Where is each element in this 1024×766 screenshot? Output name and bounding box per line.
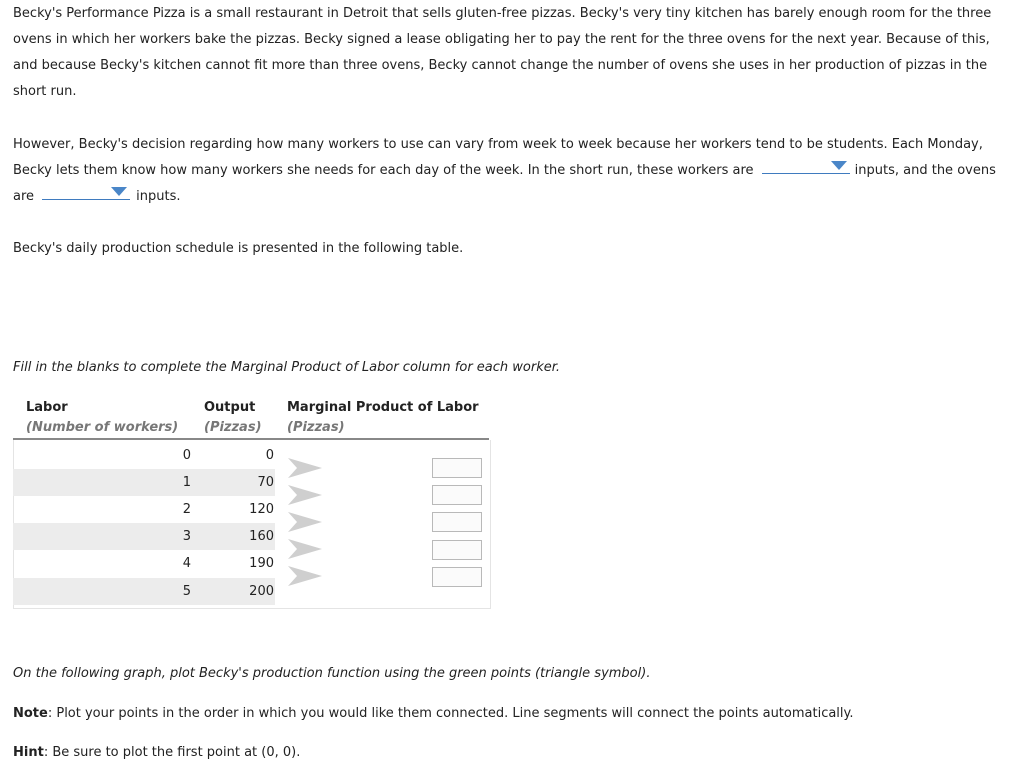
output-cell: 160: [249, 529, 274, 544]
schedule-intro: Becky's daily production schedule is presented in the following table.: [13, 241, 464, 256]
intro-paragraph: Becky's Performance Pizza is a small restaurant in Detroit that sells gluten-free pizzas. Becky's very tiny kitchen has barely enough room for the three ovens in which her workers bake the pizzas. Becky signed a lease obligating her to pay the rent for the three ovens for the next year. Because of this, and because Becky's kitchen cannot fit more than three ovens, Becky cannot change the number of ovens she uses in her production of pizzas in the short run.: [13, 6, 992, 99]
table-row: [13, 578, 275, 605]
marginal-product-input-3[interactable]: [432, 512, 482, 532]
output-cell: 190: [249, 556, 274, 571]
table-row: [13, 550, 275, 577]
marginal-product-input-1[interactable]: [432, 458, 482, 478]
marginal-product-input-2[interactable]: [432, 485, 482, 505]
input-type-dropdown-workers[interactable]: [762, 159, 850, 174]
hint-text: : Be sure to plot the first point at (0, 0).: [43, 745, 301, 760]
labor-cell: 5: [182, 584, 191, 599]
question-text-3: inputs.: [136, 189, 181, 204]
header-output-sub: (Pizzas): [204, 420, 262, 435]
labor-cell: 0: [182, 448, 191, 463]
chevron-right-icon: [288, 458, 322, 478]
output-cell: 70: [257, 475, 274, 490]
marginal-product-input-4[interactable]: [432, 540, 482, 560]
hint-label: Hint: [13, 745, 44, 760]
table-row: [13, 523, 275, 550]
production-table: [13, 395, 490, 609]
header-output: Output: [204, 400, 256, 415]
chevron-down-icon: [831, 161, 847, 170]
chevron-right-icon: [288, 566, 322, 586]
header-labor-sub: (Number of workers): [26, 420, 179, 435]
note-line: [13, 701, 1015, 727]
output-cell: 0: [265, 448, 274, 463]
table-instruction: Fill in the blanks to complete the Marginal Product of Labor column for each worker.: [13, 360, 561, 375]
graph-instruction: On the following graph, plot Becky's production function using the green points (triangle symbol).: [13, 666, 651, 681]
question-text-1: However, Becky's decision regarding how many workers to use can vary from week to week because her workers tend to be students. Each Monday, Becky lets them know how many workers she needs for each day of the week. In the short run, these workers are: [13, 137, 983, 178]
chevron-right-icon: [288, 485, 322, 505]
marginal-product-input-5[interactable]: [432, 567, 482, 587]
chevron-right-icon: [288, 539, 322, 559]
table-row: [13, 496, 275, 523]
table-row: [13, 442, 275, 469]
chevron-down-icon: [111, 187, 127, 196]
header-marginal-product: Marginal Product of Labor: [287, 400, 479, 415]
chevron-right-icon: [288, 512, 322, 532]
output-cell: 200: [249, 584, 274, 599]
question-paragraph: [13, 132, 1015, 210]
hint-line: [13, 740, 1015, 766]
input-type-dropdown-ovens[interactable]: [42, 185, 130, 200]
header-marginal-product-sub: (Pizzas): [287, 420, 345, 435]
table-row: [13, 469, 275, 496]
note-text: : Plot your points in the order in which you would like them connected. Line segments will connect the points automatically.: [47, 706, 854, 721]
labor-cell: 3: [182, 529, 191, 544]
question-text-2: inputs, and the ovens are: [13, 163, 996, 204]
labor-cell: 2: [182, 502, 191, 517]
header-labor: Labor: [26, 400, 68, 415]
output-cell: 120: [249, 502, 274, 517]
labor-cell: 1: [182, 475, 191, 490]
labor-cell: 4: [182, 556, 191, 571]
note-label: Note: [13, 706, 48, 721]
